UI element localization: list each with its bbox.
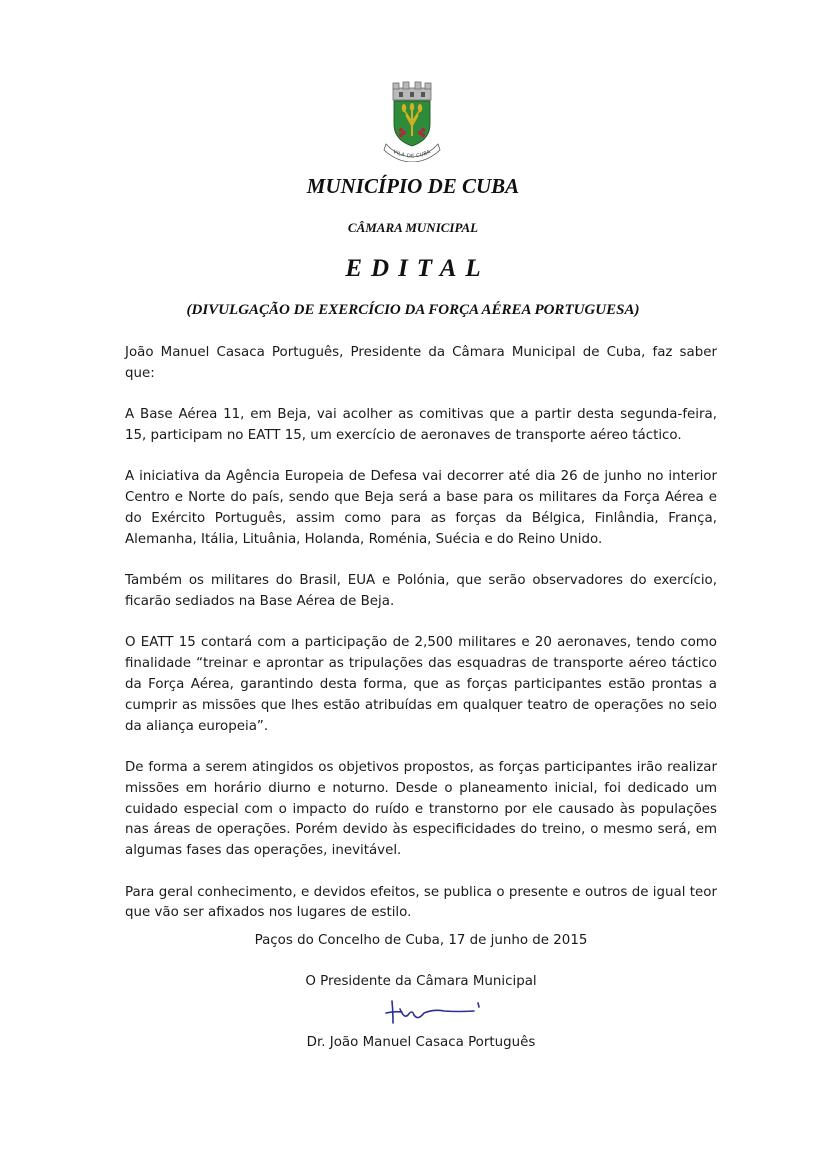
signatory-name: Dr. João Manuel Casaca Português [306,1035,536,1050]
body-paragraph: Para geral conhecimento, e devidos efeitos, se publica o presente e outros de igual teor que vão ser afixados nos lugares de estilo. [125,884,717,921]
signature-icon [378,993,488,1027]
municipal-crest-icon [377,80,447,162]
body-paragraph: A iniciativa da Agência Europeia de Defesa vai decorrer até dia 26 de junho no interior Centro e Norte do país, sendo que Beja será a base para os militares da Força Aérea e do Exército Português, assim como para as forças da Bélgica, Finlândia, França, Alemanha, Itália, Lituânia, Holanda, Roménia, Suécia e do Reino Unido. [125,469,717,547]
svg-text:VILA DE CUBA: VILA DE CUBA [391,148,433,160]
document-subtitle: (DIVULGAÇÃO DE EXERCÍCIO DA FORÇA AÉREA PORTUGUESA) [186,302,640,318]
body-paragraph: João Manuel Casaca Português, Presidente da Câmara Municipal de Cuba, faz saber que: [125,345,717,381]
municipality-title: MUNICÍPIO DE CUBA [306,174,520,198]
body-paragraph: O EATT 15 contará com a participação de 2,500 militares e 20 aeronaves, tendo como finalidade “treinar e aprontar as tripulações das esquadras de transporte aéreo táctico da Força Aérea, garantindo desta forma, que as forças participantes estão prontas a cumprir as missões que lhes estão atribuídas em qualquer teatro de operações no seio da aliança europeia”. [125,635,717,734]
signatory-role: O Presidente da Câmara Municipal [305,974,537,989]
chamber-title: CÂMARA MUNICIPAL [347,220,479,235]
document-type-title: EDITAL [345,255,490,282]
edital-body [125,343,717,924]
body-paragraph: Também os militares do Brasil, EUA e Polónia, que serão observadores do exercício, ficarão sediados na Base Aérea de Beja. [125,573,717,609]
body-paragraph: A Base Aérea 11, em Beja, vai acolher as comitivas que a partir desta segunda-feira, 15, participam no EATT 15, um exercício de aeronaves de transporte aéreo táctico. [125,407,717,443]
place-and-date: Paços do Concelho de Cuba, 17 de junho de 2015 [254,933,588,948]
body-paragraph: De forma a serem atingidos os objetivos propostos, as forças participantes irão realizar missões em horário diurno e noturno. Desde o planeamento inicial, foi dedicado um cuidado especial com o impacto do ruído e transtorno por ele causado às populações nas áreas de operações. Porém devido às especificidades do treino, o mesmo será, em algumas fases das operações, inevitável. [125,759,717,859]
